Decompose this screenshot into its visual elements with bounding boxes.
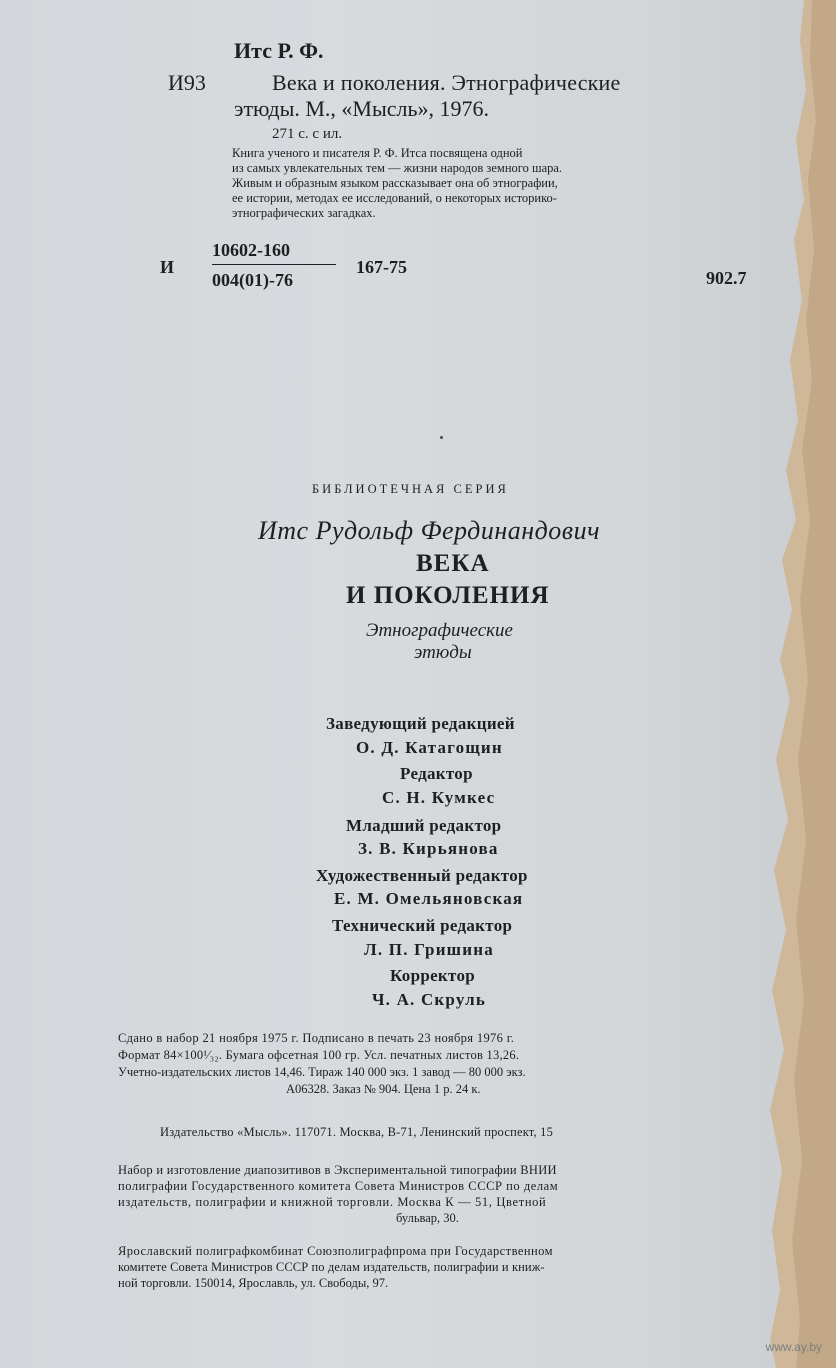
credit-role: Редактор bbox=[400, 764, 473, 783]
card-title-line1: Века и поколения. Этнографические bbox=[272, 70, 621, 95]
credit-name: Ч. А. Скруль bbox=[372, 990, 487, 1009]
credit-name: С. Н. Кумкес bbox=[382, 788, 496, 807]
typesetting-info-line: Набор и изготовление диапозитивов в Экспериментальной типографии ВНИИ bbox=[118, 1163, 557, 1177]
index-fraction-top: 10602-160 bbox=[212, 240, 290, 260]
separator-dot bbox=[440, 436, 443, 439]
site-watermark: www.ay.by bbox=[765, 1340, 822, 1354]
publisher-address: Издательство «Мысль». 117071. Москва, В-71, Ленинский проспект, 15 bbox=[160, 1125, 554, 1139]
udk-code: 902.7 bbox=[706, 268, 747, 288]
print-info-line: Формат 84×100¹⁄₃₂. Бумага офсетная 100 гр. Усл. печатных листов 13,26. bbox=[118, 1048, 520, 1062]
annotation-line: этнографических загадках. bbox=[232, 206, 376, 220]
card-code: И93 bbox=[168, 70, 206, 95]
credit-name: Е. М. Омельяновская bbox=[334, 889, 524, 908]
index-fraction-number: 167-75 bbox=[356, 257, 407, 277]
credit-role: Корректор bbox=[390, 966, 476, 985]
card-annotation bbox=[232, 146, 760, 221]
book-subtitle-line1: Этнографические bbox=[366, 620, 513, 641]
printer-info-line: комитете Совета Министров СССР по делам издательств, полиграфии и книж- bbox=[118, 1260, 545, 1274]
printer-info-line: ной торговли. 150014, Ярославль, ул. Свободы, 97. bbox=[118, 1276, 389, 1290]
card-author: Итс Р. Ф. bbox=[234, 38, 324, 63]
fraction-divider bbox=[212, 264, 336, 265]
book-title-line1: ВЕКА bbox=[416, 550, 490, 577]
credit-name: О. Д. Катагощин bbox=[356, 738, 503, 757]
typesetting-info-line: бульвар, 30. bbox=[396, 1211, 459, 1225]
credit-role: Младший редактор bbox=[346, 816, 502, 835]
typesetting-info-line: полиграфии Государственного комитета Совета Министров СССР по делам bbox=[118, 1179, 559, 1193]
credit-role: Художественный редактор bbox=[316, 866, 528, 885]
annotation-line: ее истории, методах ее исследований, о некоторых историко- bbox=[232, 191, 557, 205]
annotation-line: Живым и образным языком рассказывает она об этнографии, bbox=[232, 176, 558, 190]
credit-name: Л. П. Гришина bbox=[364, 940, 494, 959]
credit-role: Технический редактор bbox=[332, 916, 513, 935]
series-label: БИБЛИОТЕЧНАЯ СЕРИЯ bbox=[312, 482, 509, 496]
printer-info-line: Ярославский полиграфкомбинат Союзполиграфпрома при Государственном bbox=[118, 1244, 553, 1258]
card-pages: 271 с. с ил. bbox=[272, 126, 343, 142]
book-subtitle-line2: этюды bbox=[414, 642, 472, 663]
book-title-line2: И ПОКОЛЕНИЯ bbox=[346, 582, 550, 609]
index-letter: И bbox=[160, 257, 175, 277]
print-info-line: Учетно-издательских листов 14,46. Тираж 140 000 экз. 1 завод — 80 000 экз. bbox=[118, 1065, 526, 1079]
card-title-line2: этюды. М., «Мысль», 1976. bbox=[234, 96, 490, 121]
credit-name: З. В. Кирьянова bbox=[358, 839, 499, 858]
author-full-name: Итс Рудольф Фердинандович bbox=[258, 516, 600, 545]
typesetting-info-line: издательств, полиграфии и книжной торговли. Москва К — 51, Цветной bbox=[118, 1195, 547, 1209]
credit-role: Заведующий редакцией bbox=[326, 714, 515, 733]
print-info-line: Сдано в набор 21 ноября 1975 г. Подписано в печать 23 ноября 1976 г. bbox=[118, 1031, 515, 1045]
print-info-line: А06328. Заказ № 904. Цена 1 р. 24 к. bbox=[286, 1082, 481, 1096]
torn-paper-edge bbox=[766, 0, 836, 1368]
annotation-line: Книга ученого и писателя Р. Ф. Итса посвящена одной bbox=[232, 146, 523, 160]
annotation-line: из самых увлекательных тем — жизни народов земного шара. bbox=[232, 161, 563, 175]
index-fraction-bottom: 004(01)-76 bbox=[212, 270, 293, 290]
